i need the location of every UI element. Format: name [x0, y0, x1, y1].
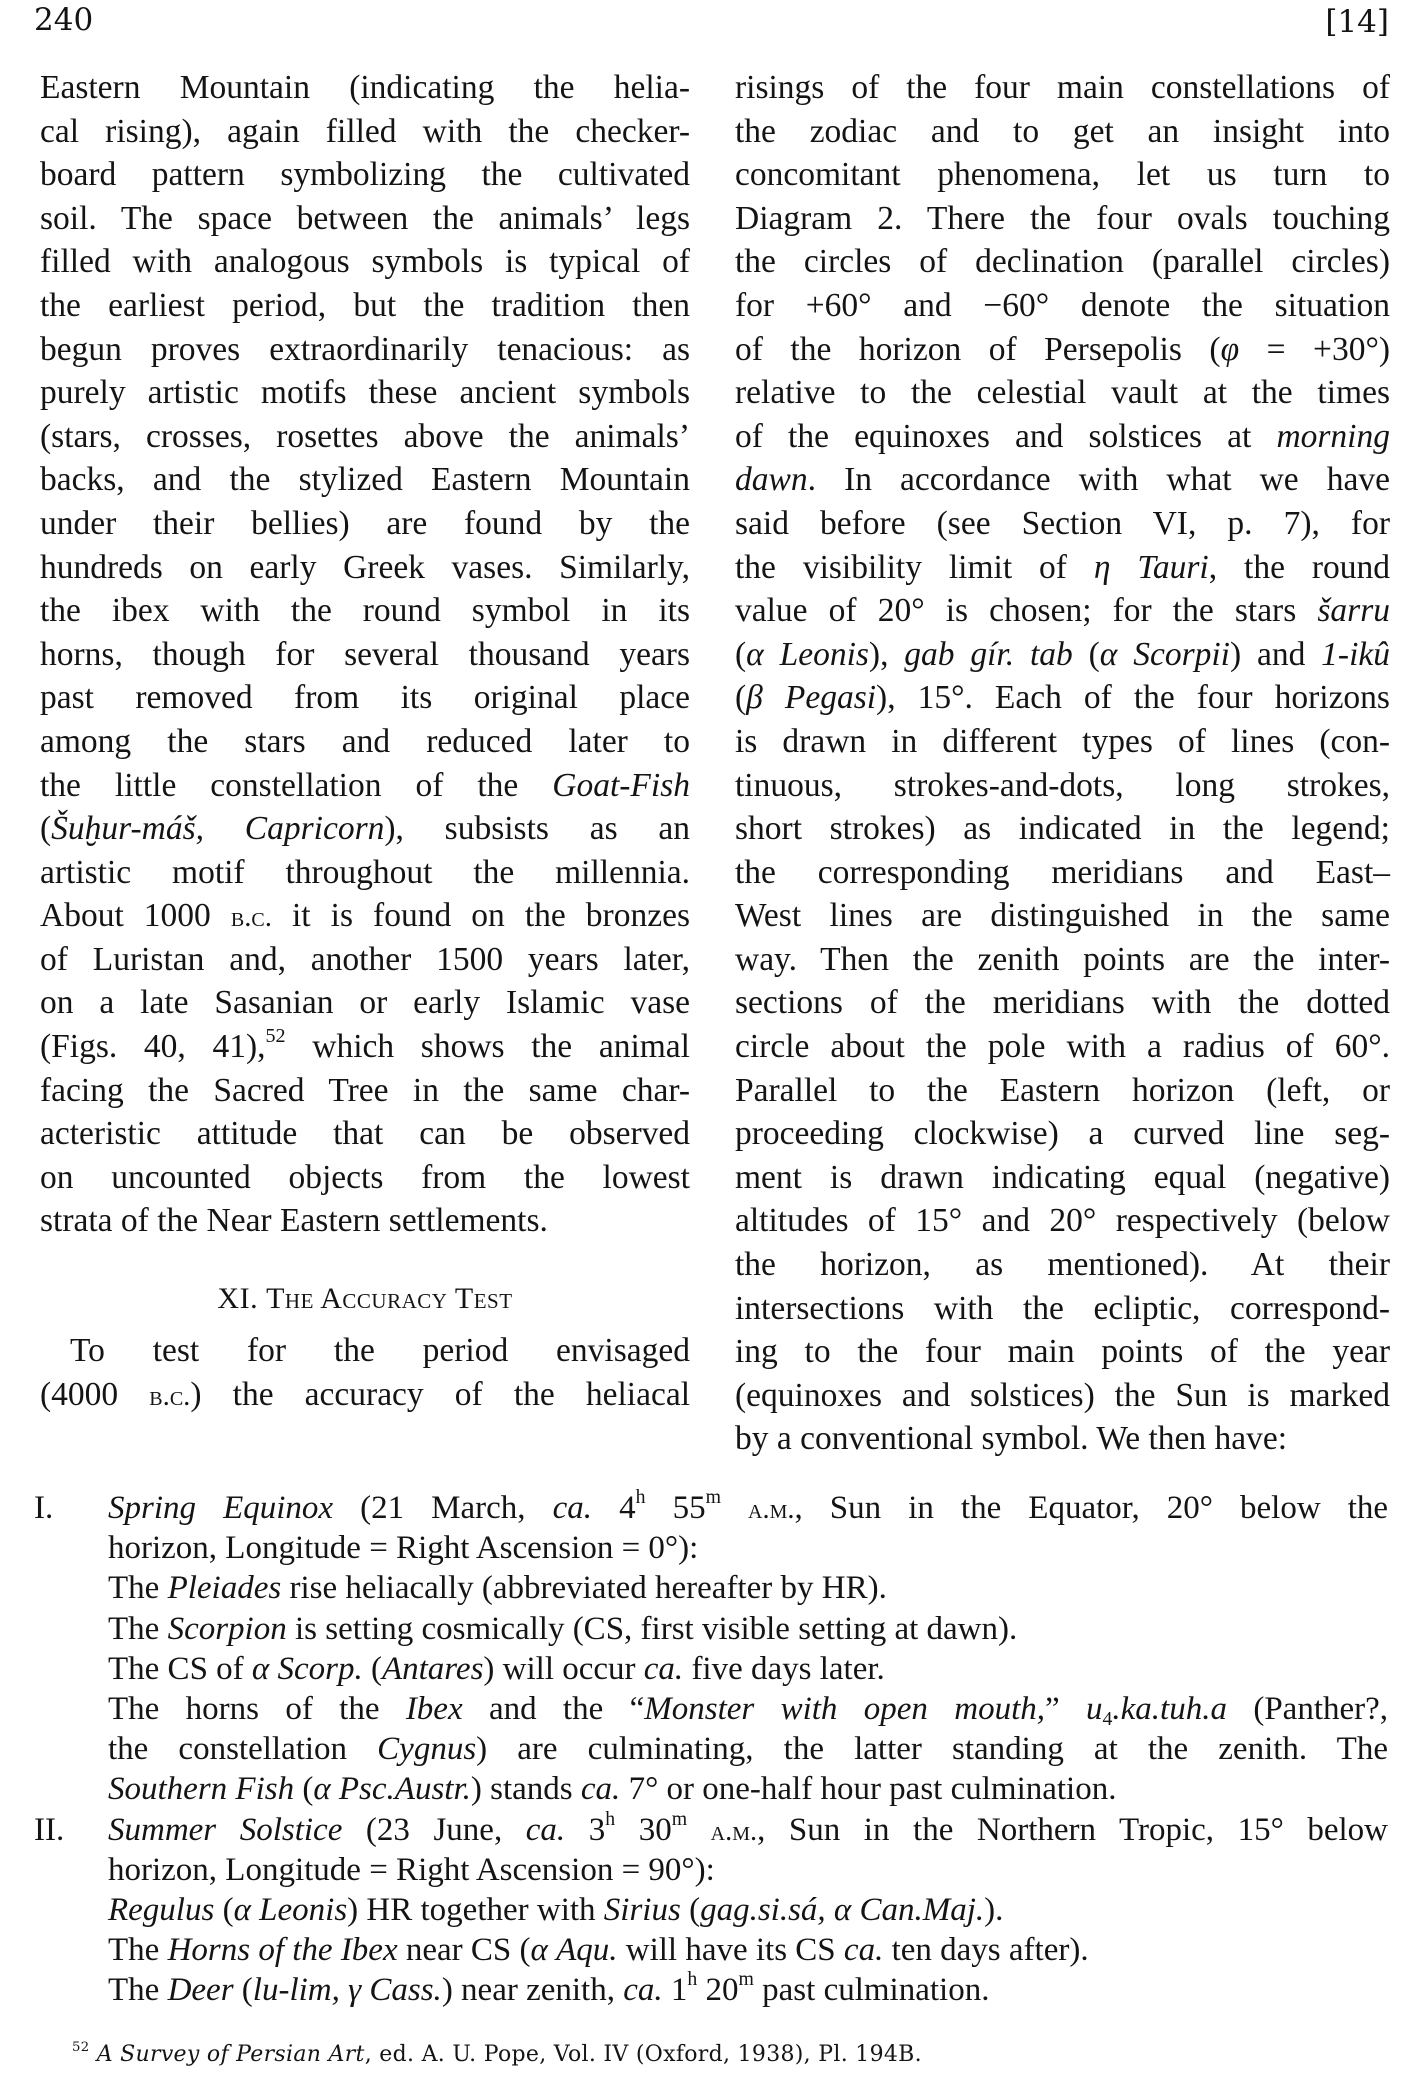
text-line [108, 1729, 1388, 1769]
text-line [40, 546, 690, 590]
text-run: acteristic attitude that can be observed [40, 1115, 690, 1153]
text-run: Eastern Mountain (indicating the helia- [40, 69, 690, 106]
text-run: ( [233, 1972, 253, 2009]
text-run: , the round [1208, 548, 1390, 586]
text-run: The [108, 1932, 168, 1969]
text-run: ( [214, 1891, 234, 1928]
text-run: ) the accuracy of the heliacal [190, 1375, 691, 1413]
text-run: (equinoxes and solstices) the Sun is marked [735, 1376, 1390, 1414]
italic-text: Goat-Fish [552, 766, 690, 804]
superscript: h [605, 1807, 616, 1830]
text-run: backs, and the stylized Eastern Mountain [40, 461, 690, 499]
text-run: The [108, 1570, 168, 1607]
text-line [735, 458, 1390, 502]
text-run: The [108, 1972, 168, 2009]
text-run: ( [1072, 635, 1100, 673]
text-line [735, 807, 1390, 851]
text-run: horizon, Longitude = Right Ascension = 0°): [108, 1530, 699, 1567]
text-line [735, 1330, 1390, 1374]
text-line [40, 1025, 690, 1069]
italic-text: α Scorp. [251, 1650, 363, 1687]
text-line [108, 1568, 1388, 1608]
list-item-body [108, 1807, 1389, 2011]
text-line [40, 502, 690, 546]
text-run: value of 20° is chosen; for the stars [735, 592, 1318, 630]
text-line [735, 1156, 1390, 1200]
text-run: will have its CS [617, 1932, 844, 1969]
text-run: The horns of the [108, 1690, 406, 1727]
superscript: m [671, 1807, 688, 1830]
text-run: risings of the four main constellations of [735, 69, 1390, 106]
italic-text: Regulus [108, 1891, 215, 1928]
italic-text: Scorpion [167, 1610, 287, 1647]
section-heading [40, 1243, 690, 1329]
section-title: The Accuracy Test [266, 1282, 513, 1316]
text-run: artistic motif throughout the millennia. [40, 853, 690, 891]
text-run: , ed. A. U. Pope, Vol. IV (Oxford, 1938), Pl. 194B. [364, 2042, 922, 2067]
text-run: 7° or one-half hour past culmination. [620, 1771, 1117, 1808]
text-line [40, 1156, 690, 1200]
text-run: . In accordance with what we have [807, 461, 1390, 499]
text-run: cal rising), again filled with the checker- [40, 112, 690, 150]
text-run: short strokes) as indicated in the legend; [735, 810, 1390, 848]
text-run: five days later. [683, 1650, 885, 1687]
text-line [40, 66, 690, 110]
text-run: board pattern symbolizing the cultivated [40, 156, 690, 194]
text-run: horns, though for several thousand years [40, 635, 690, 673]
italic-text: ca. [552, 1490, 593, 1526]
text-line [735, 1112, 1390, 1156]
text-line [40, 371, 690, 415]
superscript: 52 [265, 1025, 286, 1047]
text-run: ), 15°. Each of the four horizons [876, 679, 1390, 717]
text-line [735, 66, 1390, 110]
footnote [72, 2040, 922, 2070]
text-run: of Luristan and, another 1500 years later, [40, 940, 690, 978]
text-line [108, 1930, 1388, 1970]
text-line [735, 894, 1390, 938]
text-run: strata of the Near Eastern settlements. [40, 1202, 548, 1240]
text-line [40, 328, 690, 372]
text-run: The [108, 1610, 168, 1647]
italic-text: dawn [735, 461, 808, 499]
text-run: on a late Sasanian or early Islamic vase [40, 984, 690, 1022]
text-run: To test for the period envisaged [70, 1332, 690, 1370]
text-run: ), [868, 635, 905, 673]
footnote-marker: 52 [72, 2040, 90, 2056]
text-line [40, 981, 690, 1025]
text-line [40, 676, 690, 720]
text-run: ) HR together with [347, 1891, 604, 1928]
left-column [40, 66, 690, 1416]
text-line [735, 1069, 1390, 1113]
text-run: way. Then the zenith points are the inter- [735, 940, 1390, 978]
superscript: m [705, 1486, 721, 1509]
text-run: (Panther?, [1226, 1690, 1389, 1727]
text-run: = +30°) [1239, 330, 1390, 368]
text-run: is setting cosmically (CS, first visible setting at dawn). [286, 1610, 1018, 1647]
text-line [735, 197, 1390, 241]
text-run: altitudes of 15° and 20° respectively (below [735, 1202, 1390, 1240]
text-line [735, 1199, 1390, 1243]
italic-text: ca. [643, 1650, 684, 1687]
text-run: ( [735, 635, 747, 673]
text-line [40, 458, 690, 502]
text-run: for +60° and −60° denote the situation [735, 286, 1390, 324]
text-run: which shows the animal [285, 1028, 690, 1066]
text-run: past removed from its original place [40, 679, 690, 717]
italic-text: gab gír. tab [904, 635, 1073, 673]
paragraph-continued [40, 66, 690, 1243]
text-run: sections of the meridians with the dotted [735, 984, 1390, 1022]
italic-text: Horns of the Ibex [167, 1932, 398, 1969]
text-run: concomitant phenomena, let us turn to [735, 156, 1390, 194]
text-run: ” [1045, 1690, 1087, 1727]
text-line [735, 502, 1390, 546]
italic-text: β Pegasi [746, 679, 877, 717]
right-column [735, 66, 1390, 1461]
observation-list [0, 1488, 1403, 2010]
text-line [735, 415, 1390, 459]
text-line [40, 894, 690, 938]
text-run: ( [294, 1771, 314, 1808]
text-line [40, 764, 690, 808]
text-run: of the horizon of Persepolis ( [735, 330, 1221, 368]
italic-text: α Psc.Austr. [313, 1771, 471, 1808]
text-line [40, 1112, 690, 1156]
small-caps-text: b.c. [149, 1379, 191, 1412]
text-run [687, 1812, 711, 1848]
text-run: ) stands [470, 1771, 581, 1808]
text-line [40, 1329, 690, 1373]
paragraph-diagram [735, 66, 1390, 1461]
italic-text: α Leonis [233, 1891, 348, 1928]
text-line [735, 981, 1390, 1025]
text-line [108, 1807, 1389, 1850]
text-run: and the “ [462, 1690, 645, 1727]
text-run: 55 [645, 1490, 706, 1526]
text-run: the visibility limit of [735, 548, 1094, 586]
text-line [735, 153, 1390, 197]
text-run: 30 [615, 1811, 672, 1848]
text-run: 3 [565, 1811, 606, 1848]
text-run: ten days after). [883, 1932, 1089, 1969]
italic-text: Spring Equinox [108, 1490, 334, 1526]
text-run: the ibex with the round symbol in its [40, 592, 690, 630]
text-run: , Sun in the Equator, 20° below the [794, 1490, 1389, 1526]
text-run: (4000 [40, 1375, 150, 1413]
italic-text: η Tauri [1093, 548, 1209, 586]
italic-text: Deer [167, 1972, 234, 2009]
text-run: ). [984, 1891, 1004, 1928]
text-run: ( [735, 679, 747, 717]
text-line [108, 1769, 1388, 1809]
text-run: ( [680, 1891, 701, 1928]
text-line [735, 1417, 1390, 1461]
text-line [735, 851, 1390, 895]
text-line [40, 633, 690, 677]
text-line [40, 415, 690, 459]
text-line [735, 240, 1390, 284]
text-line [108, 1528, 1388, 1568]
text-line [108, 1649, 1388, 1689]
italic-text: ca. [623, 1972, 663, 2009]
text-run: said before (see Section VI, p. 7), for [735, 504, 1390, 542]
text-line [735, 676, 1390, 720]
superscript: h [687, 1968, 698, 1991]
text-line [40, 110, 690, 154]
text-line [40, 807, 690, 851]
text-run: is drawn in different types of lines (con- [735, 722, 1390, 760]
text-run: ) and [1229, 635, 1322, 673]
list-item [0, 1488, 1403, 1810]
text-line [40, 284, 690, 328]
text-run: ment is drawn indicating equal (negative) [735, 1158, 1390, 1196]
text-run [721, 1490, 748, 1526]
text-line [735, 328, 1390, 372]
italic-text: Southern Fish [108, 1771, 295, 1808]
text-line [108, 1609, 1388, 1649]
italic-text: lu-lim, γ Cass. [252, 1972, 442, 2009]
text-run: under their bellies) are found by the [40, 504, 690, 542]
text-run: intersections with the ecliptic, correspond- [735, 1289, 1390, 1327]
text-run: the zodiac and to get an insight into [735, 112, 1390, 150]
text-line [735, 371, 1390, 415]
italic-text: Summer Solstice [108, 1811, 343, 1848]
italic-text: Pleiades [167, 1570, 282, 1607]
italic-text: šarru [1317, 592, 1390, 630]
text-line [735, 1243, 1390, 1287]
small-caps-text: b.c. [230, 901, 272, 934]
text-run: soil. The space between the animals’ legs [40, 199, 690, 237]
text-run: (21 March, [333, 1490, 553, 1526]
italic-text: α Scorpii [1099, 635, 1230, 673]
text-run: it is found on the bronzes [271, 897, 690, 935]
list-item-body [108, 1488, 1388, 1810]
italic-text: Sirius [603, 1891, 681, 1928]
list-item-number: I. [34, 1490, 54, 1526]
text-run: the horizon, as mentioned). At their [735, 1246, 1390, 1284]
italic-text: α Leonis [746, 635, 869, 673]
italic-text: gag.si.sá, α Can.Maj. [700, 1891, 985, 1928]
text-line [40, 153, 690, 197]
text-run: The CS of [108, 1650, 252, 1687]
text-run: purely artistic motifs these ancient symbols [40, 374, 690, 412]
text-line [735, 938, 1390, 982]
paragraph-accuracy-test [40, 1329, 690, 1416]
italic-text: A Survey of Persian Art [96, 2042, 365, 2067]
subscript: 4 [1102, 1707, 1113, 1730]
text-run: ), subsists as an [384, 810, 690, 848]
italic-text: 1-ikû [1321, 635, 1391, 673]
text-line [40, 1199, 690, 1243]
page-number: 240 [34, 2, 94, 38]
section-number: XI. [217, 1282, 259, 1316]
text-run: horizon, Longitude = Right Ascension = 90°): [108, 1851, 715, 1888]
text-line [40, 851, 690, 895]
text-line [735, 589, 1390, 633]
text-run: by a conventional symbol. We then have: [735, 1420, 1288, 1458]
text-line [735, 110, 1390, 154]
text-run: past culmination. [753, 1972, 990, 2009]
text-line [108, 1488, 1388, 1528]
italic-text: ca. [843, 1932, 884, 1969]
text-run: About 1000 [40, 897, 231, 935]
italic-text: Monster with open mouth, [644, 1690, 1046, 1727]
text-line [735, 720, 1390, 764]
text-run: the constellation [108, 1731, 378, 1768]
text-line [735, 764, 1390, 808]
footnote-text [97, 2042, 922, 2067]
text-line [108, 1850, 1388, 1890]
section-reference: [14] [1325, 4, 1389, 40]
text-run: , Sun in the Northern Tropic, 15° below [757, 1811, 1389, 1848]
text-run: the earliest period, but the tradition then [40, 286, 690, 324]
text-run: 20 [697, 1972, 739, 2009]
text-run: proceeding clockwise) a curved line seg- [735, 1115, 1390, 1153]
text-run: (23 June, [342, 1811, 526, 1848]
text-run: rise heliacally (abbreviated hereafter by HR). [281, 1570, 887, 1607]
text-run: (stars, crosses, rosettes above the animals’ [40, 417, 690, 455]
text-run: of the equinoxes and solstices at [735, 417, 1277, 455]
text-run: among the stars and reduced later to [40, 722, 690, 760]
text-run: filled with analogous symbols is typical of [40, 243, 690, 281]
small-caps-text: a.m. [748, 1494, 795, 1525]
text-run: Parallel to the Eastern horizon (left, or [735, 1071, 1390, 1109]
text-run: 4 [592, 1490, 636, 1526]
italic-text: .ka.tuh.a [1112, 1690, 1227, 1727]
italic-text: Antares [381, 1650, 484, 1687]
italic-text: Cygnus [377, 1731, 477, 1768]
text-run: ) near zenith, [441, 1972, 624, 2009]
italic-text: ca. [580, 1771, 621, 1808]
text-run: relative to the celestial vault at the times [735, 374, 1390, 412]
text-run: ) are culminating, the latter standing at the zenith. The [476, 1731, 1388, 1768]
italic-text: morning [1276, 417, 1390, 455]
text-line [108, 1890, 1388, 1930]
italic-text: ca. [525, 1811, 566, 1848]
text-line [40, 197, 690, 241]
small-caps-text: a.m. [710, 1815, 758, 1847]
text-line [735, 546, 1390, 590]
text-line [40, 1373, 690, 1417]
text-line [40, 1069, 690, 1113]
text-line [40, 589, 690, 633]
list-item-number: II. [34, 1811, 65, 1848]
text-run: West lines are distinguished in the same [735, 897, 1390, 935]
text-run: ( [40, 810, 52, 848]
text-run: near CS ( [397, 1932, 531, 1969]
text-run: the little constellation of the [40, 766, 553, 804]
italic-text: u [1086, 1690, 1103, 1727]
text-line [40, 720, 690, 764]
text-run: (Figs. 40, 41), [40, 1028, 266, 1066]
text-line [108, 1689, 1388, 1729]
text-run: begun proves extraordinarily tenacious: as [40, 330, 690, 368]
text-line [108, 1970, 1388, 2010]
list-item [0, 1807, 1403, 2011]
text-line [735, 1025, 1390, 1069]
text-run: the circles of declination (parallel circles) [735, 243, 1390, 281]
text-run: Diagram 2. There the four ovals touching [735, 199, 1390, 237]
text-run: ( [362, 1650, 382, 1687]
text-run: 1 [662, 1972, 688, 2009]
italic-text: φ [1220, 330, 1240, 368]
text-run: tinuous, strokes-and-dots, long strokes, [735, 766, 1390, 804]
superscript: m [738, 1968, 754, 1991]
text-run: ing to the four main points of the year [735, 1333, 1390, 1371]
italic-text: Ibex [405, 1690, 463, 1727]
text-run: circle about the pole with a radius of 60°. [735, 1028, 1390, 1066]
text-line [40, 938, 690, 982]
text-run: on uncounted objects from the lowest [40, 1158, 690, 1196]
italic-text: α Aqu. [530, 1932, 618, 1969]
text-line [735, 284, 1390, 328]
text-line [735, 1287, 1390, 1331]
text-run: ) will occur [483, 1650, 644, 1687]
superscript: h [635, 1486, 646, 1509]
text-line [735, 1374, 1390, 1418]
text-line [40, 240, 690, 284]
text-line [735, 633, 1390, 677]
text-run: hundreds on early Greek vases. Similarly, [40, 548, 690, 586]
italic-text: Šuḫur-máš, Capricorn [51, 810, 385, 848]
text-run: facing the Sacred Tree in the same char- [40, 1071, 690, 1109]
text-run: the corresponding meridians and East– [735, 853, 1390, 891]
